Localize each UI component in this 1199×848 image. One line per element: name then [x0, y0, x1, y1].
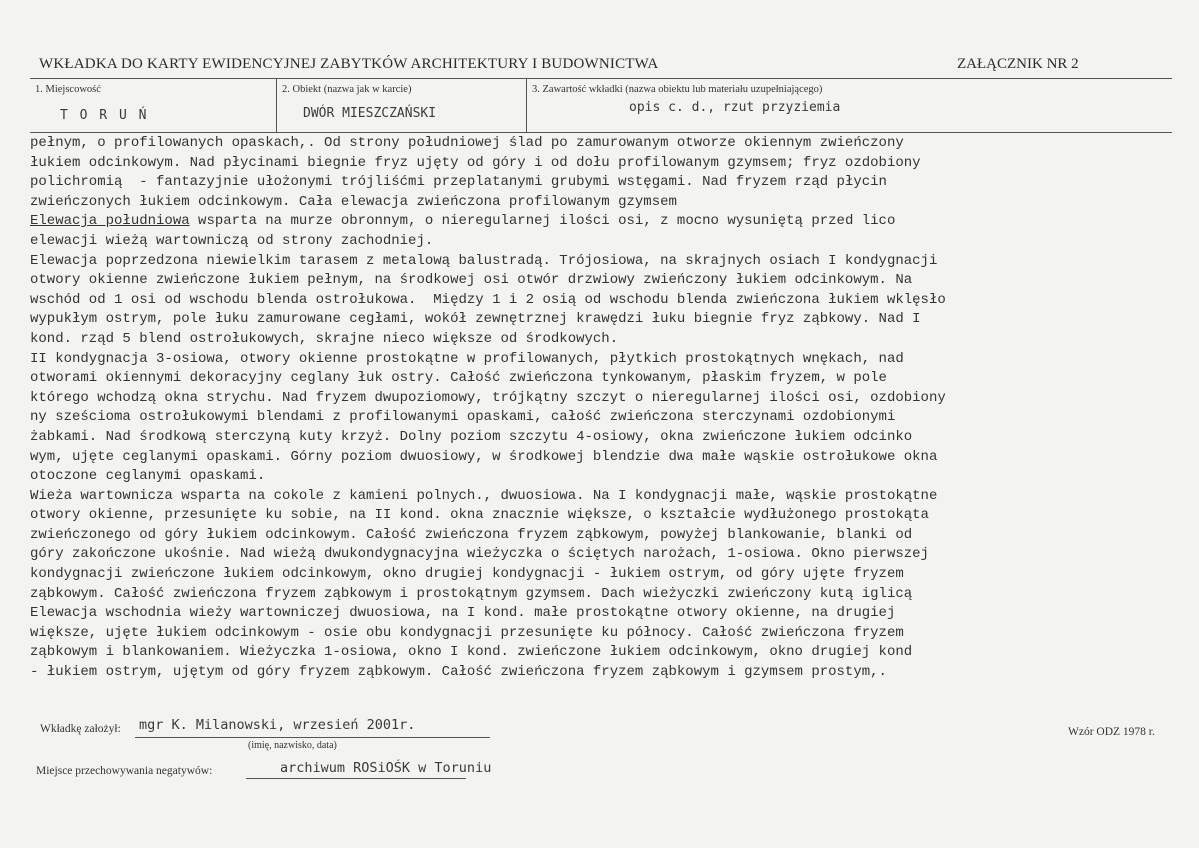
text-line: wypukłym ostrym, pole łuku zamurowane cegłami, wokół zewnętrznej krawędzi łuku biegnie fryz ząbkowy. Nad I [30, 311, 921, 328]
object-field [276, 79, 527, 132]
text-line: Wieża wartownicza wsparta na cokole z kamieni polnych., dwuosiowa. Na I kondygnacji małe, wąskie prostokątne [30, 487, 938, 504]
text-line: ny sześcioma ostrołukowymi blendami z profilowanymi opaskami, całość zwieńczona sterczynami ozdobionymi [30, 409, 896, 426]
text-line: góry zakończone ukośnie. Nad wieżą dwukondygnacyjna wieżyczka o ściętych narożach, 1-osiowa. Okno pierwszej [30, 546, 929, 563]
text-line: otworami okiennymi dekoracyjny ceglany łuk ostry. Całość zwieńczona tynkowanym, płaskim fryzem, w pole [30, 370, 887, 387]
text-line: otwory okienne, przesunięte ku sobie, na II kond. okna znacznie większe, o kształcie wydłużonego prostokąta [30, 507, 929, 524]
fields-row [30, 79, 1172, 133]
underlined-heading: Elewacja południowa [30, 213, 190, 230]
negatives-value: archiwum ROSiOŚK w Toruniu [280, 760, 492, 776]
text-line: zwieńczonych łukiem odcinkowym. Cała elewacja zwieńczona profilowanym gzymsem [30, 193, 677, 210]
text-line: żabkami. Nad środkową sterczyną kuty krzyż. Dolny poziom szczytu 4-osiowy, okna zwieńczone łukiem odcinko [30, 428, 913, 445]
text-line: II kondygnacja 3-osiowa, otwory okienne prostokątne w profilowanych, płytkich prostokątnych wnękach, nad [30, 350, 904, 367]
text-line: pełnym, o profilowanych opaskach,. Od strony południowej ślad po zamurowanym otworze okiennym zwieńczony [30, 135, 904, 151]
author-label: Wkładkę założył: [40, 723, 121, 735]
text-line: Elewacja wschodnia wieży wartowniczej dwuosiowa, na I kond. małe prostokątne otwory okienne, na drugiej [30, 605, 896, 622]
locality-label: 1. Miejscowość [35, 84, 101, 95]
text-line: wschód od 1 osi od wschodu blenda ostrołukowa. Między 1 i 2 osią od wschodu blenda zwieńczona łukiem wklęsło [30, 291, 946, 308]
object-label: 2. Obiekt (nazwa jak w karcie) [282, 84, 412, 95]
author-underline [135, 737, 490, 738]
text-line: zwieńczonego od góry łukiem odcinkowym. Całość zwieńczona fryzem ząbkowym, powyżej blankowanie, blanki od [30, 526, 913, 543]
locality-field [30, 79, 276, 132]
text-line: Elewacja południowa wsparta na murze obronnym, o nieregularnej ilości osi, z mocno wysuniętą przed lico [30, 213, 896, 230]
text-line: którego wchodzą okna strychu. Nad fryzem dwupoziomowy, trójkątny szczyt o nieregularnej ilości osi, ozdobiony [30, 389, 946, 406]
negatives-underline [246, 778, 466, 779]
text-line: elewacji wieżą wartowniczą od strony zachodniej. [30, 232, 434, 249]
description-text [30, 134, 1116, 683]
text-line: kondygnacji zwieńczone łukiem odcinkowym, okno drugiej kondygnacji - łukiem ostrym, od góry ujęte fryzem [30, 566, 904, 583]
annex-number: ZAŁĄCZNIK NR 2 [957, 56, 1079, 72]
text-line: polichromią - fantazyjnie ułożonymi trójliśćmi przeplatanymi grubymi wstęgami. Nad fryzem rząd płycin [30, 174, 887, 191]
locality-value: T O R U Ń [60, 108, 149, 123]
author-value: mgr K. Milanowski, wrzesień 2001r. [139, 717, 416, 733]
text-line: - łukiem ostrym, ujętym od góry fryzem ząbkowym. Całość zwieńczona fryzem ząbkowym i gzymsem prostym,. [30, 664, 887, 681]
negatives-label: Miejsce przechowywania negatywów: [36, 765, 213, 777]
text-line: kond. rząd 5 blend ostrołukowych, skrajne nieco większe od środkowych. [30, 330, 619, 347]
object-value: DWÓR MIESZCZAŃSKI [303, 106, 437, 121]
author-note: (imię, nazwisko, data) [248, 740, 337, 751]
text-line: otwory okienne zwieńczone łukiem pełnym, na środkowej osi otwór drzwiowy zwieńczony łukiem odcinkowym. Na [30, 272, 913, 289]
text-line: ząbkowym i blankowaniem. Wieżyczka 1-osiowa, okno I kond. zwieńczone łukiem odcinkowym, okno drugiej kond [30, 644, 913, 661]
text-line: łukiem odcinkowym. Nad płycinami biegnie fryz ujęty od góry i od dołu profilowanym gzymsem; fryz ozdobiony [30, 154, 921, 171]
card-title: WKŁADKA DO KARTY EWIDENCYJNEJ ZABYTKÓW ARCHITEKTURY I BUDOWNICTWA [39, 56, 659, 72]
text-line: wym, ujęte ceglanymi opaskami. Górny poziom dwuosiowy, w środkowej blendzie dwa małe wąskie ostrołukowe okna [30, 448, 938, 465]
text-line: otoczone ceglanymi opaskami. [30, 468, 266, 485]
content-value: opis c. d., rzut przyziemia [629, 100, 841, 115]
text-line: Elewacja poprzedzona niewielkim tarasem z metalową balustradą. Trójosiowa, na skrajnych osiach I kondygnacji [30, 252, 938, 269]
text-line: większe, ujęte łukiem odcinkowym - osie obu kondygnacji przesunięte ku północy. Całość zwieńczona fryzem [30, 624, 904, 641]
text-line: ząbkowym. Całość zwieńczona fryzem ząbkowym i prostokątnym gzymsem. Dach wieżyczki zwieńczony kutą iglicą [30, 585, 913, 602]
content-field [526, 79, 1173, 132]
content-label: 3. Zawartość wkładki (nazwa obiektu lub materiału uzupełniającego) [532, 84, 823, 95]
form-version: Wzór ODZ 1978 r. [1068, 726, 1155, 738]
